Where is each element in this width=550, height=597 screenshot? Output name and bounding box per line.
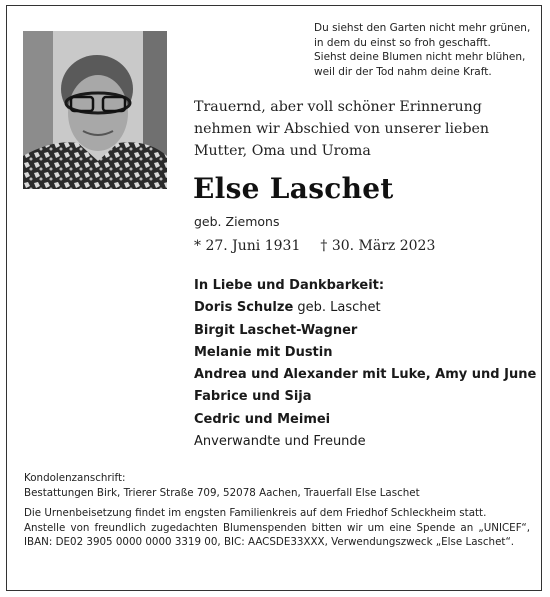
mourner-name: Doris Schulze [194, 300, 294, 316]
mourner-line: Andrea und Alexander mit Luke, Amy und June [194, 367, 537, 383]
donation-note: Anstelle von freundlich zugedachten Blumenspenden bitten wir um eine Spende an „UNICEF“, IBAN: DE02 3905 0000 0000 3319 00, BIC: AACSDE33XXX, Verwendungszweck „Else Laschet“. [24, 521, 530, 549]
portrait-image [23, 31, 167, 189]
deceased-name: Else Laschet [193, 172, 394, 205]
poem-line: Siehst deine Blumen nicht mehr blühen, [314, 51, 526, 63]
poem-line: in dem du einst so froh geschafft. [314, 36, 491, 49]
mourner-line: Melanie mit Dustin [194, 344, 333, 360]
mourner-line: Anverwandte und Freunde [194, 434, 366, 450]
poem-line: Du siehst den Garten nicht mehr grünen, [314, 22, 531, 34]
death-date: † 30. März 2023 [320, 238, 436, 254]
address: Bestattungen Birk, Trierer Straße 709, 52078 Aachen, Trauerfall Else Laschet [24, 486, 420, 499]
birth-date: * 27. Juni 1931 [194, 238, 301, 254]
mourner-note: geb. Laschet [293, 300, 381, 316]
mourner-line: Birgit Laschet-Wagner [194, 322, 358, 338]
urn-note: Die Urnenbeisetzung findet im engsten Familienkreis auf dem Friedhof Schleckheim statt. [24, 507, 487, 520]
footer [24, 471, 530, 550]
life-dates [194, 238, 435, 254]
poem [314, 21, 534, 79]
portrait-photo [23, 31, 167, 189]
birth-name: geb. Ziemons [194, 214, 280, 229]
mourner-line [194, 297, 534, 319]
mourner-line: Fabrice und Sija [194, 389, 312, 405]
address-label: Kondolenzanschrift: [24, 472, 126, 484]
intro-text: Trauernd, aber voll schöner Erinnerung nehmen wir Abschied von unserer lieben Mutter, Oma und Uroma [194, 99, 490, 159]
mourners-list [194, 275, 537, 453]
mourner-line: Cedric und Meimei [194, 411, 331, 427]
poem-line: weil dir der Tod nahm deine Kraft. [314, 65, 492, 78]
mourners-heading: In Liebe und Dankbarkeit: [194, 278, 385, 293]
